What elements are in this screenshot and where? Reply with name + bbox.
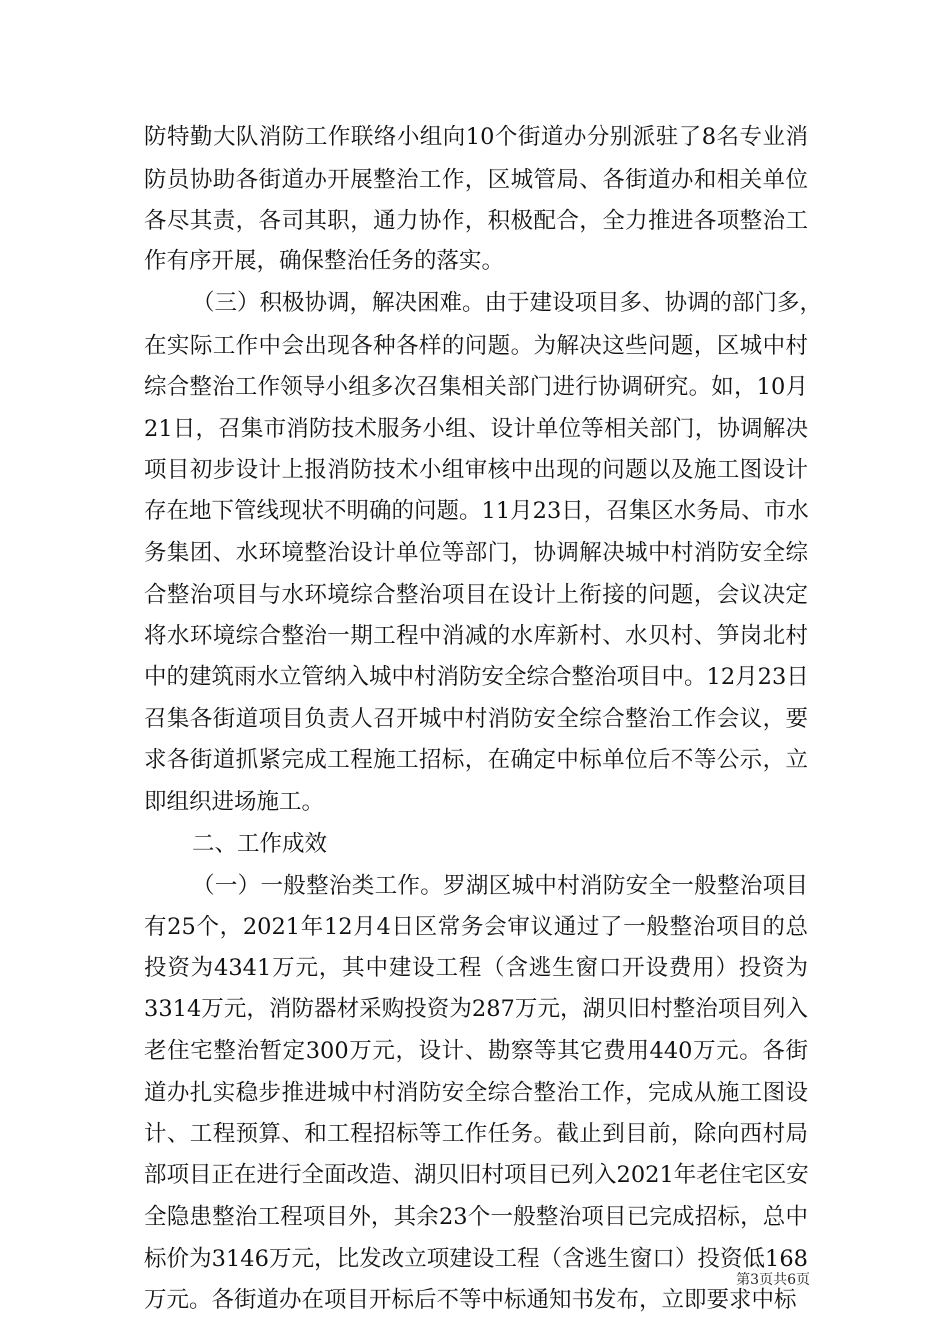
text-line: 计、工程预算、和工程招标等工作任务。截止到目前，除向西村局 (144, 1121, 808, 1147)
text-line: 综合整治工作领导小组多次召集相关部门进行协调研究。如，10月 (144, 374, 808, 400)
text-line: （三）积极协调，解决困难。由于建设项目多、协调的部门多， (192, 290, 823, 316)
text-line: 存在地下管线现状不明确的问题。11月23日，召集区水务局、市水 (144, 498, 809, 524)
text-line: （一）一般整治类工作。罗湖区城中村消防安全一般整治项目 (192, 873, 808, 899)
text-line: 全隐患整治工程项目外，其余23个一般整治项目已完成招标，总中 (144, 1204, 808, 1230)
text-line: 各尽其责，各司其职，通力协作，积极配合，全力推进各项整治工 (144, 208, 808, 234)
page-number: 第3页共6页 (736, 1272, 810, 1288)
text-line: 21日，召集市消防技术服务小组、设计单位等相关部门，协调解决 (144, 416, 808, 442)
text-line: 将水环境综合整治一期工程中消减的水库新村、水贝村、笋岗北村 (144, 623, 808, 649)
text-line: 召集各街道项目负责人召开城中村消防安全综合整治工作会议，要 (144, 706, 808, 732)
text-line: 部项目正在进行全面改造、湖贝旧村项目已列入2021年老住宅区安 (144, 1162, 809, 1188)
text-line: 务集团、水环境整治设计单位等部门，协调解决城中村消防安全综 (144, 540, 808, 566)
text-line: 3314万元，消防器材采购投资为287万元，湖贝旧村整治项目列入 (144, 996, 808, 1022)
text-line: 求各街道抓紧完成工程施工招标，在确定中标单位后不等公示，立 (144, 747, 808, 773)
text-line: 防特勤大队消防工作联络小组向10个街道办分别派驻了8名专业消 (144, 124, 808, 150)
text-line: 中的建筑雨水立管纳入城中村消防安全综合整治项目中。12月23日 (144, 664, 809, 690)
text-line: 在实际工作中会出现各种各样的问题。为解决这些问题，区城中村 (144, 333, 808, 359)
text-line: 老住宅整治暂定300万元，设计、勘察等其它费用440万元。各街 (144, 1038, 808, 1064)
text-line: 二、工作成效 (192, 831, 328, 857)
text-line: 万元。各街道办在项目开标后不等中标通知书发布，立即要求中标 (144, 1287, 797, 1313)
text-line: 道办扎实稳步推进城中村消防安全综合整治工作，完成从施工图设 (144, 1080, 808, 1106)
text-line: 防员协助各街道办开展整治工作，区城管局、各街道办和相关单位 (144, 167, 808, 193)
text-line: 投资为4341万元，其中建设工程（含逃生窗口开设费用）投资为 (144, 955, 808, 981)
text-line: 标价为3146万元，比发改立项建设工程（含逃生窗口）投资低168 (144, 1246, 808, 1272)
text-line: 作有序开展，确保整治任务的落实。 (144, 248, 505, 274)
text-line: 有25个，2021年12月4日区常务会审议通过了一般整治项目的总 (144, 914, 808, 940)
text-line: 合整治项目与水环境综合整治项目在设计上衔接的问题，会议决定 (144, 582, 808, 608)
text-line: 项目初步设计上报消防技术小组审核中出现的问题以及施工图设计 (144, 457, 808, 483)
text-line: 即组织进场施工。 (144, 789, 325, 815)
